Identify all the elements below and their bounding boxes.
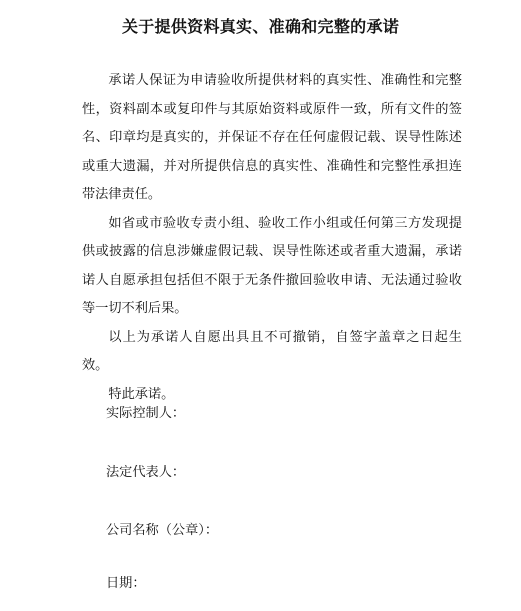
paragraph-liability: 如省或市验收专责小组、验收工作小组或任何第三方发现提供或披露的信息涉嫌虚假记载、误导性陈述或者重大遗漏，承诺诺人自愿承担包括但不限于无条件撤回验收申请、无法通过验收等一切不利后果。 (82, 215, 462, 316)
paragraph-closing: 特此承诺。 (108, 386, 175, 402)
paragraph-effective: 以上为承诺人自愿出具且不可撤销，自签字盖章之日起生效。 (82, 329, 462, 373)
document-body (82, 67, 462, 409)
signature-field-legal-rep: 法定代表人： (106, 465, 186, 480)
signature-field-date: 日期： (106, 576, 146, 591)
signature-field-company: 公司名称（公章）： (106, 523, 219, 538)
document-title: 关于提供资料真实、准确和完整的承诺 (121, 17, 400, 36)
paragraph-guarantee: 承诺人保证为申请验收所提供材料的真实性、准确性和完整性，资料副本或复印件与其原始资料或原件一致，所有文件的签名、印章均是真实的，并保证不存在任何虚假记载、误导性陈述或重大遗漏，并对所提供信息的真实性、准确性和完整性承担连带法律责任。 (82, 73, 462, 202)
signature-field-controller: 实际控制人： (106, 406, 186, 421)
